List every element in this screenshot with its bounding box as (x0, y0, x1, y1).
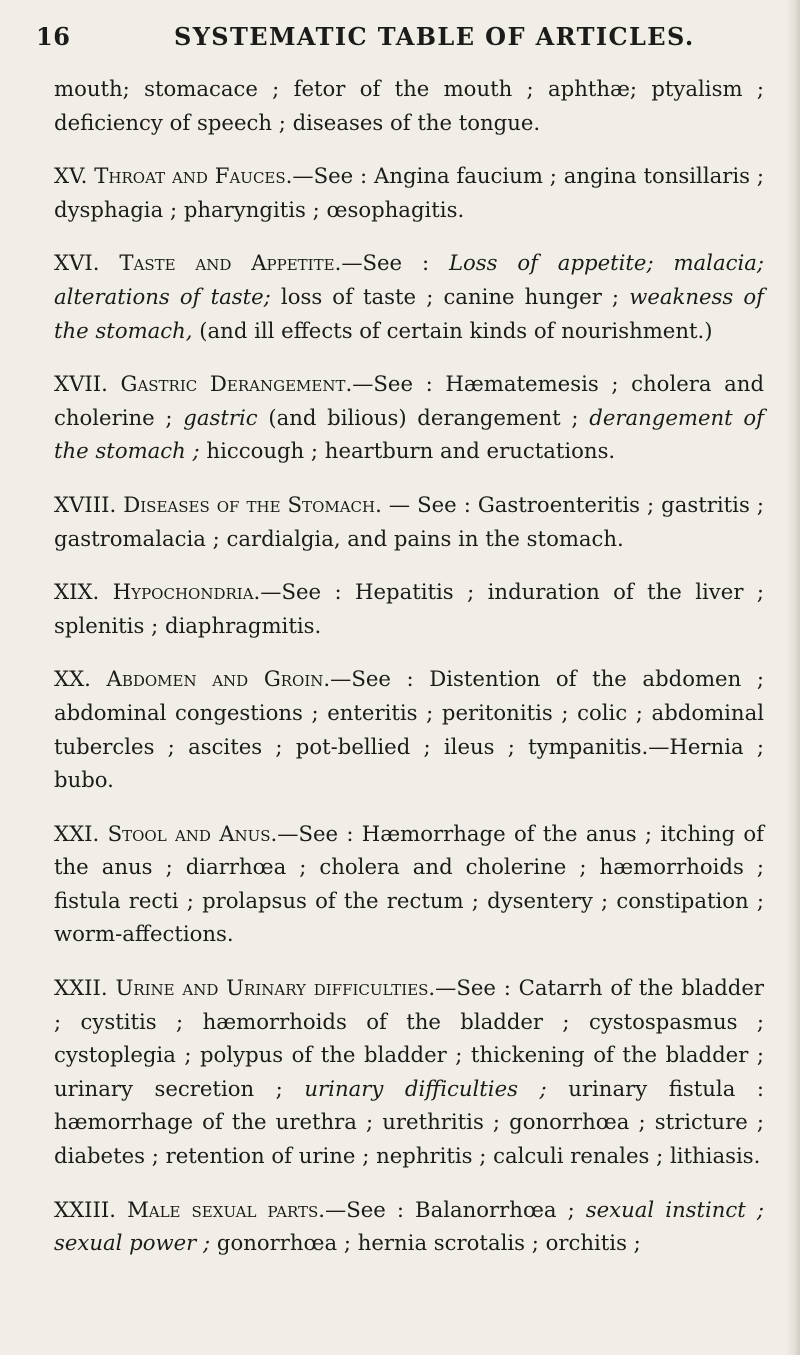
section-text: —See : Catarrh of the bladder ; cystitis ; hæmorrhoids of the bladder ; cystospasmus ; cystoplegia ; polypus of the bladder ; thickening of the bladder ; urinary secretion ; (54, 975, 764, 1101)
section-text: —See : (341, 250, 449, 276)
section-entry (54, 817, 764, 951)
section-text-italic: gastric (183, 404, 258, 430)
section-number: XVIII. (54, 491, 117, 517)
section-text: loss of taste ; canine hunger ; (270, 283, 630, 309)
section-heading: Urine and Urinary difficulties. (115, 975, 436, 1001)
section-entry (54, 971, 764, 1173)
section-entry (54, 159, 764, 226)
section-text: gonorrhœa ; hernia scrotalis ; orchitis ; (210, 1230, 641, 1256)
continued-paragraph: mouth; stomacace ; fetor of the mouth ; aphthæ; ptyalism ; deficiency of speech ; diseases of the tongue. (54, 76, 764, 135)
section-text: urinary fistula : hæmorrhage of the urethra ; urethritis ; gonorrhœa ; stricture ; diabetes ; retention of urine ; nephritis ; calculi renales ; lithiasis. (54, 1075, 765, 1169)
section-text: (and ill effects of certain kinds of nourishment.) (192, 317, 713, 343)
section-text-italic: weakness of the stomach, (54, 283, 764, 343)
section-entry (54, 488, 764, 555)
section-number: XVI. (54, 250, 100, 276)
section-heading: Hypochondria. (112, 579, 261, 605)
section-number: XX. (54, 666, 91, 692)
section-heading: Abdomen and Groin. (106, 666, 331, 692)
section-list (54, 159, 764, 1260)
section-text: —See : Distention of the abdomen ; abdominal congestions ; enteritis ; peritonitis ; colic ; abdominal tubercles ; ascites ; pot-bellied ; ileus ; tympanitis.—Hernia ; bubo. (54, 666, 764, 793)
section-number: XIX. (54, 579, 100, 605)
section-text: (and bilious) derangement ; (257, 404, 590, 430)
section-entry (54, 367, 764, 468)
section-number: XXIII. (54, 1196, 117, 1222)
section-number: XV. (54, 163, 88, 189)
section-text-italic: sexual instinct ; sexual power ; (54, 1196, 764, 1256)
section-number: XXI. (54, 820, 100, 846)
section-text: —See : Hepatitis ; induration of the liver ; splenitis ; diaphragmitis. (54, 579, 764, 638)
section-text: —See : Angina faucium ; angina tonsillaris ; dysphagia ; pharyngitis ; œsophagitis. (54, 163, 765, 222)
section-heading: Stool and Anus. (107, 820, 278, 846)
section-heading: Male sexual parts. (127, 1196, 326, 1222)
section-heading: Gastric Derangement. (120, 371, 353, 397)
section-text: — See : Gastroenteritis ; gastritis ; gastromalacia ; cardialgia, and pains in the stomach. (54, 491, 764, 551)
section-entry (54, 246, 764, 347)
section-number: XVII. (54, 371, 108, 397)
section-number: XXII. (54, 975, 108, 1001)
section-text-italic: derangement of the stomach ; (54, 404, 764, 464)
page-edge-shadow (786, 0, 800, 1355)
page-number: 16 (36, 22, 71, 51)
section-text-italic: urinary difficulties ; (304, 1075, 547, 1101)
page-title: SYSTEMATIC TABLE OF ARTICLES. (174, 22, 695, 51)
section-text: —See : Hæmorrhage of the anus ; itching of the anus ; diarrhœa ; cholera and cholerine ; hæmorrhoids ; fistula recti ; prolapsus of the rectum ; dysentery ; constipation ; worm-affections. (54, 820, 764, 947)
section-entry (54, 1193, 764, 1260)
section-heading: Throat and Fauces. (94, 163, 293, 189)
section-text: —See : Hæmatemesis ; cholera and cholerine ; (54, 371, 765, 430)
section-heading: Diseases of the Stomach. (123, 491, 382, 517)
running-head (36, 22, 776, 52)
section-heading: Taste and Appetite. (119, 250, 342, 276)
article-table-body (54, 72, 764, 1280)
section-text: hiccough ; heartburn and eructations. (199, 438, 616, 464)
section-text: —See : Balanorrhœa ; (325, 1196, 586, 1222)
section-text-italic: Loss of appetite; malacia; alterations of taste; (54, 250, 764, 309)
section-entry (54, 662, 764, 796)
section-entry (54, 575, 764, 642)
